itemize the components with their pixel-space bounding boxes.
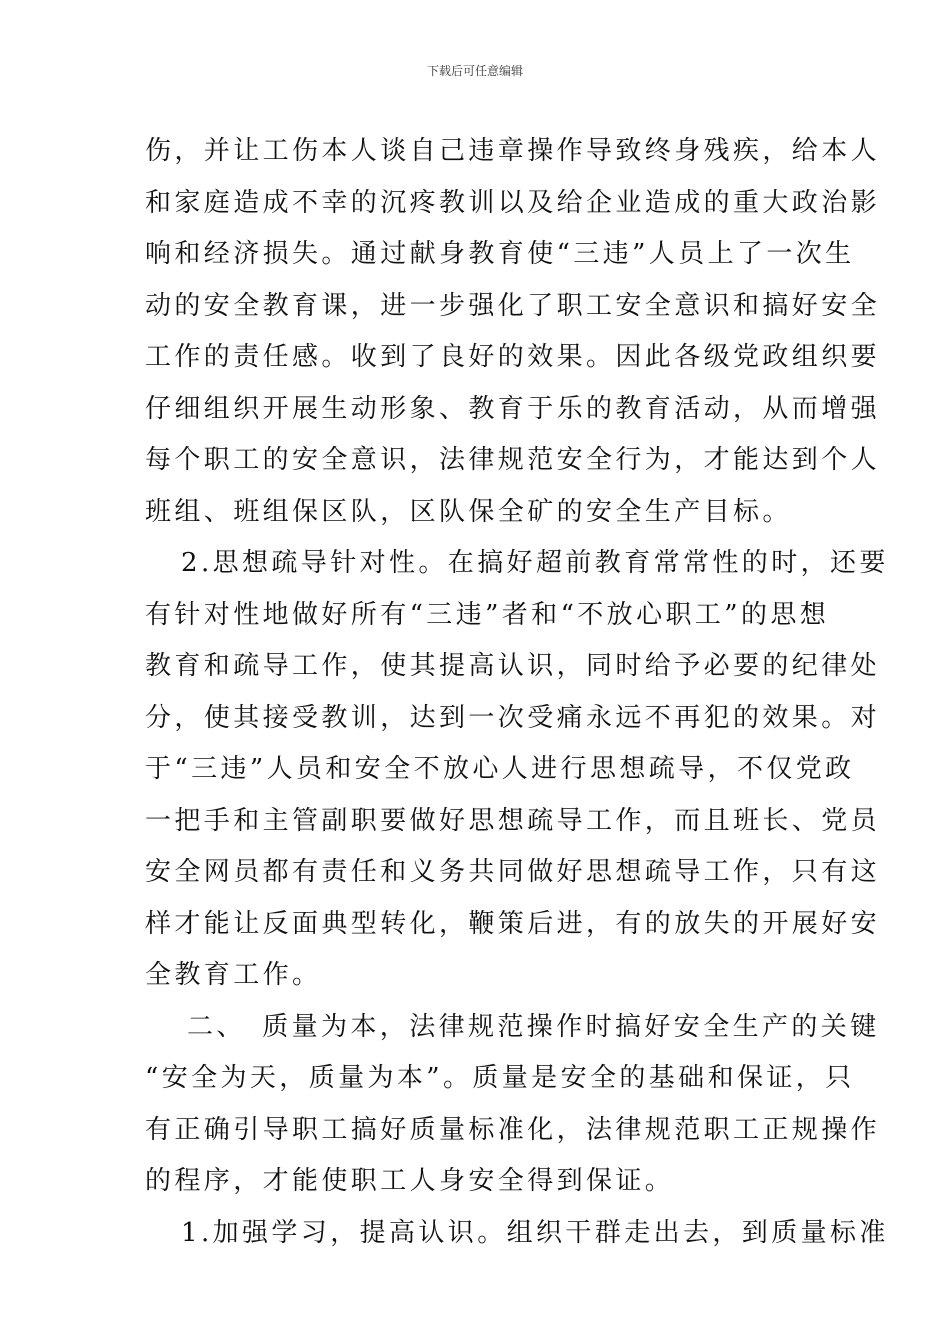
text-line: 仔细组织开展生动形象、教育于乐的教育活动，从而增强 bbox=[145, 393, 881, 424]
text-line: 全教育工作。 bbox=[145, 960, 322, 990]
document-body bbox=[145, 126, 889, 1259]
text-line: 和家庭造成不幸的沉疼教训以及给企业造成的重大政治影 bbox=[145, 187, 881, 218]
text-line: 有正确引导职工搞好质量标准化，法律规范职工正规操作 bbox=[145, 1114, 881, 1145]
text-line: 分，使其接受教训，达到一次受痛永远不再犯的效果。对 bbox=[145, 702, 881, 733]
paragraph-first-line: 2.思想疏导针对性。在搞好超前教育常常性的时，还要 bbox=[181, 548, 889, 578]
text-line: 伤，并让工伤本人谈自己违章操作导致终身残疾，给本人 bbox=[145, 136, 881, 166]
text-line: 每个职工的安全意识，法律规范安全行为，才能达到个人 bbox=[145, 445, 881, 475]
text-line: “安全为天，质量为本”。质量是安全的基础和保证，只 bbox=[145, 1063, 855, 1093]
text-line: 于“三违”人员和安全不放心人进行思想疏导，不仅党政 bbox=[145, 754, 855, 784]
section-heading: 二、 质量为本，法律规范操作时搞好安全生产的关键 bbox=[187, 1011, 880, 1042]
text-line: 响和经济损失。通过献身教育使“三违”人员上了一次生 bbox=[145, 239, 855, 269]
text-line: 教育和疏导工作，使其提高认识，同时给予必要的纪律处 bbox=[145, 651, 881, 681]
text-line: 工作的责任感。收到了良好的效果。因此各级党政组织要 bbox=[145, 342, 881, 372]
text-line: 安全网员都有责任和义务共同做好思想疏导工作，只有这 bbox=[145, 857, 881, 887]
paragraph-first-line: 1.加强学习，提高认识。组织干群走出去，到质量标准 bbox=[181, 1217, 889, 1248]
text-line: 有针对性地做好所有“三违”者和“不放心职工”的思想 bbox=[145, 599, 830, 630]
text-line: 动的安全教育课，进一步强化了职工安全意识和搞好安全 bbox=[145, 290, 881, 321]
page-header: 下载后可任意编辑 bbox=[426, 64, 523, 78]
text-line: 班组、班组保区队，区队保全矿的安全生产目标。 bbox=[145, 496, 792, 527]
text-line: 一把手和主管副职要做好思想疏导工作，而且班长、党员 bbox=[145, 805, 881, 836]
text-line: 样才能让反面典型转化，鞭策后进，有的放失的开展好安 bbox=[145, 908, 881, 939]
text-line: 的程序，才能使职工人身安全得到保证。 bbox=[145, 1166, 675, 1196]
